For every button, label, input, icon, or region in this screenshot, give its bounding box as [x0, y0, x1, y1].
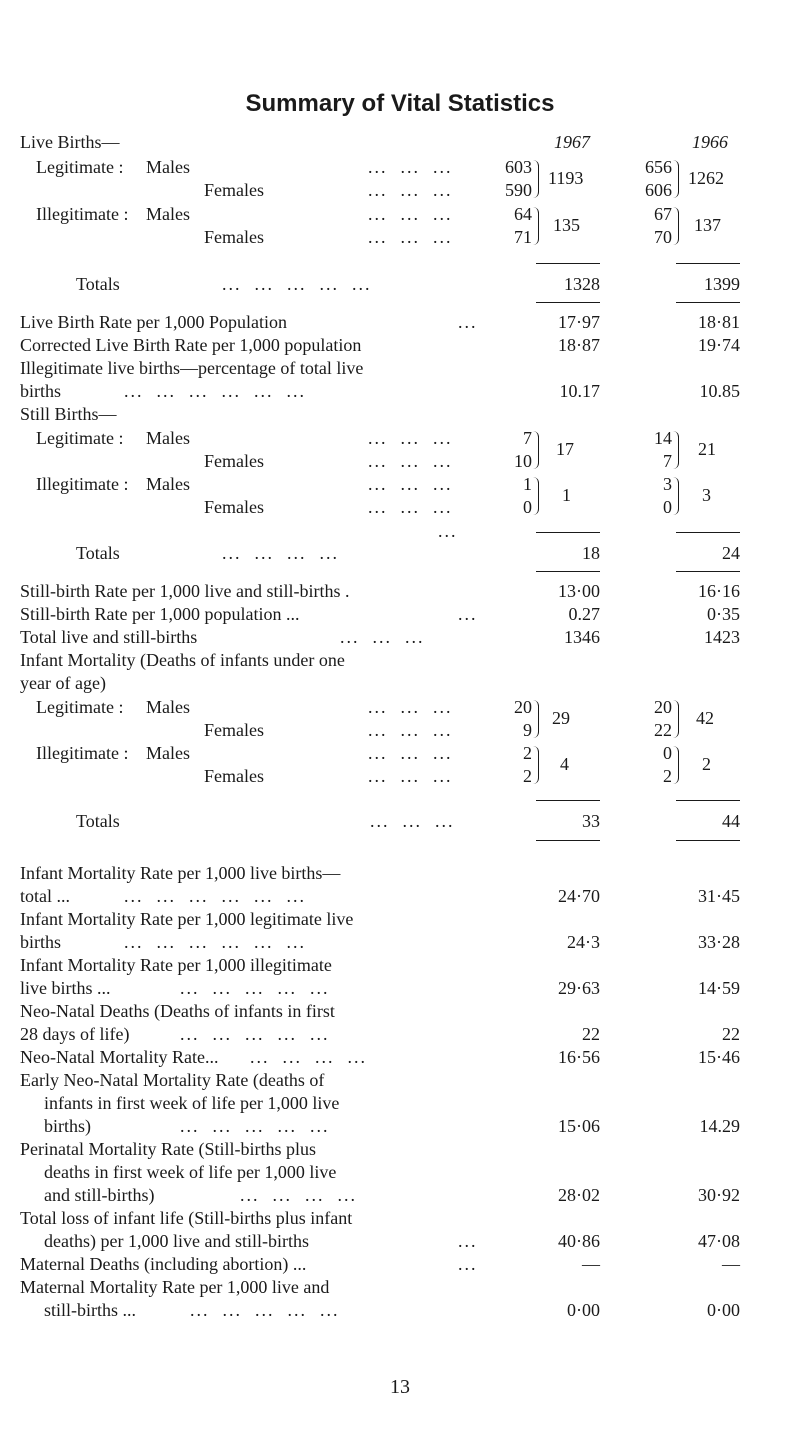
value-cell: 24·3: [567, 932, 600, 952]
illegitimate-label: Illegitimate :: [36, 474, 129, 494]
value-cell: 2: [523, 766, 532, 786]
value-cell: 10.17: [559, 381, 600, 401]
females-label: Females: [204, 720, 264, 740]
stat-label: Maternal Deaths (including abortion) ...: [20, 1254, 307, 1274]
brace: [533, 160, 539, 198]
value-cell: 20: [514, 697, 532, 717]
illegitimate-label: Illegitimate :: [36, 743, 129, 763]
value-cell: 47·08: [698, 1231, 740, 1251]
illegitimate-label: Illegitimate :: [36, 204, 129, 224]
value-cell: 2: [523, 743, 532, 763]
brace: [533, 207, 539, 245]
leader-dots: ... ... ...: [368, 227, 453, 247]
leader-dots: ... ... ...: [368, 474, 453, 494]
value-cell: 137: [694, 215, 721, 235]
value-cell: 18: [582, 543, 600, 563]
leader-dots: ...: [458, 1231, 478, 1251]
value-cell: 33: [582, 811, 600, 831]
stat-label: births: [20, 381, 62, 401]
value-cell: 29·63: [558, 978, 600, 998]
males-label: Males: [146, 157, 190, 177]
value-cell: 24: [722, 543, 740, 563]
value-cell: 0·35: [707, 604, 740, 624]
stat-label: infants in first week of life per 1,000 live: [44, 1093, 340, 1113]
value-cell: 15·06: [558, 1116, 600, 1136]
leader-dots: ... ... ...: [368, 428, 453, 448]
value-cell: 24·70: [558, 886, 600, 906]
stat-label: Neo-Natal Mortality Rate...: [20, 1047, 219, 1067]
value-cell: 1: [562, 485, 571, 505]
stat-label: Neo-Natal Deaths (Deaths of infants in first: [20, 1001, 335, 1021]
infant-mortality-heading: year of age): [20, 673, 106, 693]
value-cell: 70: [654, 227, 672, 247]
value-cell: 21: [698, 439, 716, 459]
stat-label: Corrected Live Birth Rate per 1,000 population: [20, 335, 362, 355]
value-cell: 16·16: [698, 581, 740, 601]
rule: [536, 302, 600, 303]
value-cell: 656: [645, 157, 672, 177]
stat-label: births: [20, 932, 62, 952]
value-cell: 28·02: [558, 1185, 600, 1205]
brace: [673, 700, 679, 738]
value-cell: 603: [505, 157, 532, 177]
value-cell: 33·28: [698, 932, 740, 952]
year-1967-header: 1967: [554, 132, 590, 152]
brace: [533, 431, 539, 469]
value-cell: 13·00: [558, 581, 600, 601]
value-cell: 71: [514, 227, 532, 247]
stat-label: Total live and still-births: [20, 627, 198, 647]
value-cell: 18·81: [698, 312, 740, 332]
leader-dots: ... ... ...: [368, 743, 453, 763]
value-cell: 0.27: [568, 604, 600, 624]
leader-dots: ... ... ... ... ... ...: [124, 886, 306, 906]
leader-dots: ... ... ...: [340, 627, 425, 647]
leader-dots: ... ... ... ... ...: [180, 978, 330, 998]
leader-dots: ... ... ...: [368, 497, 453, 517]
value-cell: 2: [702, 754, 711, 774]
leader-dots: ...: [458, 312, 478, 332]
females-label: Females: [204, 497, 264, 517]
value-cell: 64: [514, 204, 532, 224]
females-label: Females: [204, 180, 264, 200]
rule: [536, 840, 600, 841]
value-cell: 0: [663, 497, 672, 517]
value-cell: 4: [560, 754, 569, 774]
value-cell: 135: [553, 215, 580, 235]
leader-dots: ... ... ... ... ... ...: [124, 932, 306, 952]
leader-dots: ... ... ...: [370, 811, 455, 831]
value-cell: 9: [523, 720, 532, 740]
leader-dots: ... ... ...: [368, 766, 453, 786]
leader-dots: ... ... ... ...: [250, 1047, 367, 1067]
still-births-heading: Still Births—: [20, 404, 117, 424]
brace: [673, 207, 679, 245]
value-cell: 1399: [704, 274, 740, 294]
leader-dots: ... ... ... ...: [240, 1185, 357, 1205]
value-cell: 14.29: [699, 1116, 740, 1136]
leader-dots: ... ... ... ... ... ...: [124, 381, 306, 401]
legitimate-label: Legitimate :: [36, 428, 124, 448]
value-cell: 17: [556, 439, 574, 459]
live-births-heading: Live Births—: [20, 132, 120, 152]
value-cell: 10.85: [699, 381, 740, 401]
rule: [676, 302, 740, 303]
leader-dots: ...: [438, 521, 458, 541]
value-cell: 1193: [548, 168, 584, 188]
totals-label: Totals: [76, 543, 120, 563]
brace: [533, 477, 539, 515]
totals-label: Totals: [76, 811, 120, 831]
stat-label: deaths) per 1,000 live and still-births: [44, 1231, 309, 1251]
value-cell: 7: [663, 451, 672, 471]
females-label: Females: [204, 766, 264, 786]
leader-dots: ... ... ... ...: [222, 543, 339, 563]
leader-dots: ... ... ... ... ...: [190, 1300, 340, 1320]
females-label: Females: [204, 227, 264, 247]
year-1966-header: 1966: [692, 132, 728, 152]
legitimate-label: Legitimate :: [36, 157, 124, 177]
stat-label: Perinatal Mortality Rate (Still-births plus: [20, 1139, 316, 1159]
rule: [536, 800, 600, 801]
value-cell: 3: [702, 485, 711, 505]
leader-dots: ... ... ... ... ...: [222, 274, 372, 294]
brace: [533, 700, 539, 738]
rule: [536, 263, 600, 264]
rule: [676, 571, 740, 572]
leader-dots: ... ... ...: [368, 697, 453, 717]
value-cell: 22: [722, 1024, 740, 1044]
value-cell: 1262: [688, 168, 724, 188]
leader-dots: ... ... ...: [368, 204, 453, 224]
value-cell: 22: [582, 1024, 600, 1044]
stat-label: Early Neo-Natal Mortality Rate (deaths of: [20, 1070, 325, 1090]
value-cell: 22: [654, 720, 672, 740]
brace: [673, 746, 679, 784]
stat-label: total ...: [20, 886, 70, 906]
value-cell: 0·00: [707, 1300, 740, 1320]
brace: [673, 160, 679, 198]
value-cell: 2: [663, 766, 672, 786]
brace: [533, 746, 539, 784]
males-label: Males: [146, 697, 190, 717]
stat-label: Still-birth Rate per 1,000 population ...: [20, 604, 300, 624]
value-cell: 0: [523, 497, 532, 517]
infant-mortality-heading: Infant Mortality (Deaths of infants under one: [20, 650, 345, 670]
rule: [676, 263, 740, 264]
males-label: Males: [146, 743, 190, 763]
stat-label: Illegitimate live births—percentage of total live: [20, 358, 364, 378]
rule: [676, 840, 740, 841]
value-cell: 7: [523, 428, 532, 448]
stat-label: 28 days of life): [20, 1024, 130, 1044]
leader-dots: ... ... ... ... ...: [180, 1024, 330, 1044]
leader-dots: ...: [458, 1254, 478, 1274]
stat-label: deaths in first week of life per 1,000 live: [44, 1162, 337, 1182]
value-cell: 0·00: [567, 1300, 600, 1320]
leader-dots: ...: [458, 604, 478, 624]
females-label: Females: [204, 451, 264, 471]
value-cell: 10: [514, 451, 532, 471]
rule: [536, 571, 600, 572]
leader-dots: ... ... ...: [368, 720, 453, 740]
leader-dots: ... ... ...: [368, 180, 453, 200]
brace: [673, 431, 679, 469]
stat-label: Total loss of infant life (Still-births plus infant: [20, 1208, 353, 1228]
value-cell: 29: [552, 708, 570, 728]
value-cell: 19·74: [698, 335, 740, 355]
value-cell: 14: [654, 428, 672, 448]
stat-label: Infant Mortality Rate per 1,000 legitimate live: [20, 909, 354, 929]
brace: [673, 477, 679, 515]
males-label: Males: [146, 204, 190, 224]
stat-label: births): [44, 1116, 91, 1136]
value-cell: 17·97: [558, 312, 600, 332]
value-cell: —: [582, 1254, 600, 1274]
value-cell: 606: [645, 180, 672, 200]
value-cell: 18·87: [558, 335, 600, 355]
value-cell: 1346: [564, 627, 600, 647]
stat-label: still-births ...: [44, 1300, 137, 1320]
rule: [536, 532, 600, 533]
males-label: Males: [146, 428, 190, 448]
value-cell: 44: [722, 811, 740, 831]
value-cell: 42: [696, 708, 714, 728]
leader-dots: ... ... ...: [368, 157, 453, 177]
totals-label: Totals: [76, 274, 120, 294]
stat-label: live births ...: [20, 978, 111, 998]
stat-label: Live Birth Rate per 1,000 Population: [20, 312, 287, 332]
value-cell: 67: [654, 204, 672, 224]
stat-label: Infant Mortality Rate per 1,000 illegitimate: [20, 955, 332, 975]
value-cell: 14·59: [698, 978, 740, 998]
value-cell: 1: [523, 474, 532, 494]
value-cell: 20: [654, 697, 672, 717]
rule: [676, 800, 740, 801]
leader-dots: ... ... ... ... ...: [180, 1116, 330, 1136]
rule: [676, 532, 740, 533]
value-cell: 590: [505, 180, 532, 200]
value-cell: 31·45: [698, 886, 740, 906]
page-title: Summary of Vital Statistics: [245, 90, 555, 117]
value-cell: 15·46: [698, 1047, 740, 1067]
value-cell: 40·86: [558, 1231, 600, 1251]
stat-label: Infant Mortality Rate per 1,000 live births—: [20, 863, 341, 883]
page-number: 13: [390, 1376, 410, 1398]
leader-dots: ... ... ...: [368, 451, 453, 471]
stat-label: Still-birth Rate per 1,000 live and still-births .: [20, 581, 350, 601]
value-cell: 3: [663, 474, 672, 494]
males-label: Males: [146, 474, 190, 494]
legitimate-label: Legitimate :: [36, 697, 124, 717]
value-cell: 0: [663, 743, 672, 763]
value-cell: 16·56: [558, 1047, 600, 1067]
stat-label: Maternal Mortality Rate per 1,000 live and: [20, 1277, 330, 1297]
value-cell: 1423: [704, 627, 740, 647]
value-cell: —: [722, 1254, 740, 1274]
value-cell: 1328: [564, 274, 600, 294]
stat-label: and still-births): [44, 1185, 155, 1205]
value-cell: 30·92: [698, 1185, 740, 1205]
